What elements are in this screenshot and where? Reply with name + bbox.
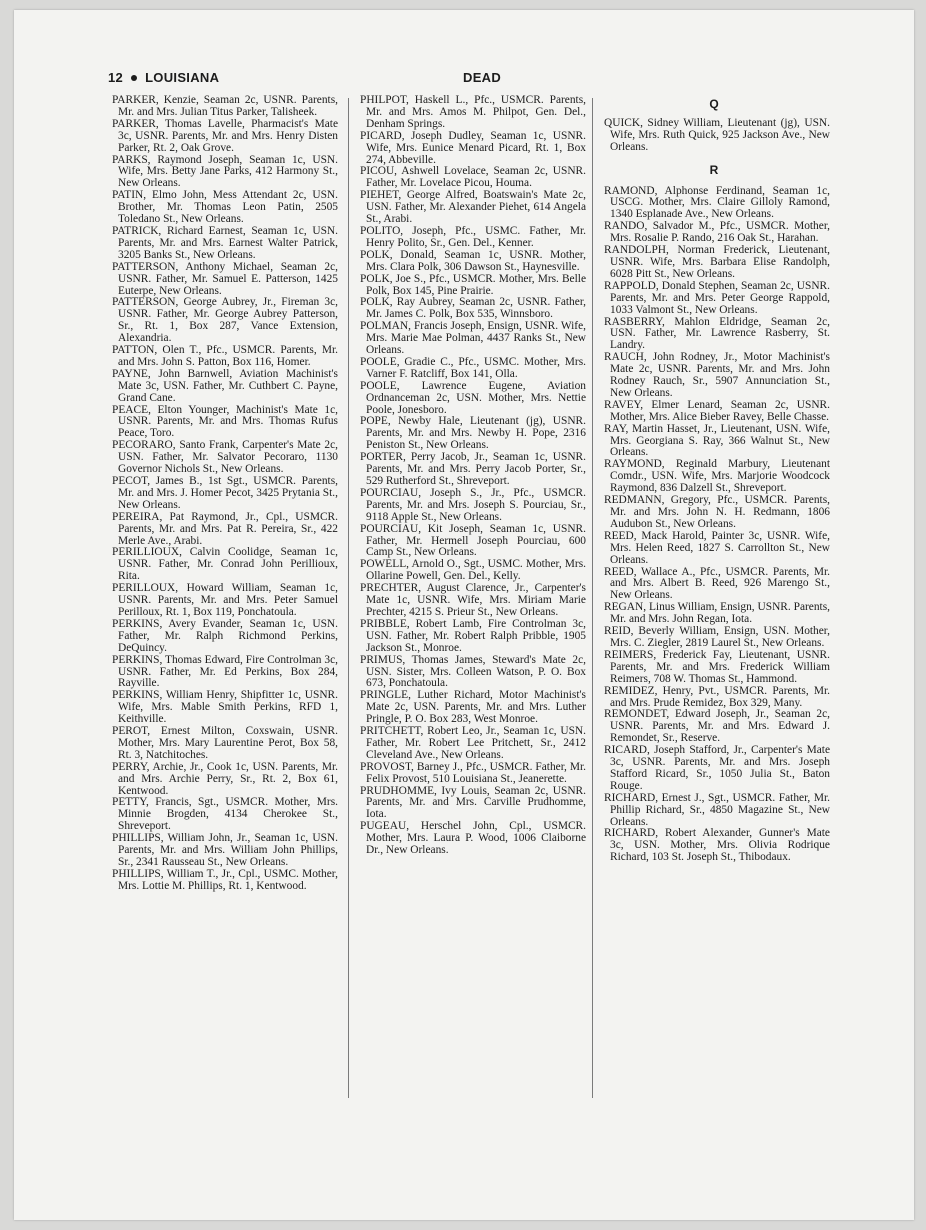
casualty-entry: PIEHET, George Alfred, Boatswain's Mate 2c, USN. Father, Mr. Alexander Piehet, 614 Angela St., Arabi. <box>360 189 586 226</box>
casualty-entry: RAMOND, Alphonse Ferdinand, Seaman 1c, USCG. Mother, Mrs. Claire Gilloly Ramond, 1340 Esplanade Ave., New Orleans. <box>604 184 830 221</box>
casualty-entry: PHILPOT, Haskell L., Pfc., USMCR. Parents, Mr. and Mrs. Amos M. Philpot, Gen. Del., Denham Springs. <box>360 94 586 130</box>
casualty-entry: RAY, Martin Hasset, Jr., Lieutenant, USN. Wife, Mrs. Georgiana S. Ray, 366 Walnut St., New Orleans. <box>604 422 830 459</box>
casualty-entry: RAVEY, Elmer Lenard, Seaman 2c, USNR. Mother, Mrs. Alice Bieber Ravey, Belle Chasse. <box>604 398 830 423</box>
letter-heading: Q <box>709 97 719 111</box>
letter-heading: R <box>709 162 719 177</box>
casualty-entry: PAYNE, John Barnwell, Aviation Machinist's Mate 3c, USN. Father, Mr. Cuthbert C. Payne, Grand Cane. <box>112 367 338 404</box>
casualty-entry: RICHARD, Ernest J., Sgt., USMCR. Father, Mr. Phillip Richard, Sr., 4850 Magazine St., New Orleans. <box>604 791 830 828</box>
casualty-entry: PERKINS, William Henry, Shipfitter 1c, USNR. Wife, Mrs. Mable Smith Perkins, RFD 1, Keithville. <box>112 689 338 726</box>
casualty-entry: POLMAN, Francis Joseph, Ensign, USNR. Wife, Mrs. Marie Mae Polman, 4437 Ranks St., New Orleans. <box>360 320 586 357</box>
casualty-entry: PEROT, Ernest Milton, Coxswain, USNR. Mother, Mrs. Mary Laurentine Perot, Box 58, Rt. 3, Natchitoches. <box>112 725 338 761</box>
casualty-entry: RAUCH, John Rodney, Jr., Motor Machinist's Mate 2c, USNR. Parents, Mr. and Mrs. John Rodney Rauch, Sr., 5907 Annunciation St., New Orleans. <box>604 351 830 399</box>
casualty-entry: REMIDEZ, Henry, Pvt., USMCR. Parents, Mr. and Mrs. Prude Remidez, Box 329, Many. <box>604 684 830 709</box>
running-head-left <box>108 70 219 85</box>
casualty-entry: PHILLIPS, William T., Jr., Cpl., USMC. Mother, Mrs. Lottie M. Phillips, Rt. 1, Kentwood. <box>112 867 338 892</box>
casualty-entry: REDMANN, Gregory, Pfc., USMCR. Parents, Mr. and Mrs. John N. H. Redmann, 1806 Audubon St., New Orleans. <box>604 494 830 530</box>
casualty-entry: RASBERRY, Mahlon Eldridge, Seaman 2c, USN. Father, Mr. Lawrence Rasberry, St. Landry. <box>604 315 830 352</box>
casualty-entry: PROVOST, Barney J., Pfc., USMCR. Father, Mr. Felix Provost, 510 Louisiana St., Jeanerette. <box>360 760 586 785</box>
casualty-entry: PEREIRA, Pat Raymond, Jr., Cpl., USMCR. Parents, Mr. and Mrs. Pat R. Pereira, Sr., 422 Merle Ave., Arabi. <box>112 510 338 547</box>
casualty-entry: PARKER, Thomas Lavelle, Pharmacist's Mate 3c, USNR. Parents, Mr. and Mrs. Henry Disten Parker, Rt. 2, Oak Grove. <box>112 117 338 154</box>
casualty-entry: PECORARO, Santo Frank, Carpenter's Mate 2c, USN. Father, Mr. Salvator Pecoraro, 1130 Governor Nichols St., New Orleans. <box>112 439 338 476</box>
casualty-entry: REIMERS, Frederick Fay, Lieutenant, USNR. Parents, Mr. and Mrs. Frederick William Reimers, 708 W. Thomas St., Hammond. <box>604 648 830 685</box>
running-head <box>108 70 858 90</box>
casualty-entry: PATTERSON, George Aubrey, Jr., Fireman 3c, USNR. Father, Mr. George Aubrey Patterson, Sr., Rt. 1, Box 287, Vance Extension, Alexandria. <box>112 296 338 345</box>
casualty-entry: PECOT, James B., 1st Sgt., USMCR. Parents, Mr. and Mrs. J. Homer Pecot, 3425 Prytania St., New Orleans. <box>112 475 338 511</box>
casualty-entry: RAPPOLD, Donald Stephen, Seaman 2c, USNR. Parents, Mr. and Mrs. Peter George Rappold, 1033 Valmont St., New Orleans. <box>604 279 830 316</box>
casualty-entry: POURCIAU, Kit Joseph, Seaman 1c, USNR. Father, Mr. Hermell Joseph Pourciau, 600 Camp St., New Orleans. <box>360 522 586 559</box>
casualty-entry: RICHARD, Robert Alexander, Gunner's Mate 3c, USN. Mother, Mrs. Olivia Rodrique Richard, 103 St. Joseph St., Thibodaux. <box>604 827 830 864</box>
casualty-entry: PORTER, Perry Jacob, Jr., Seaman 1c, USNR. Parents, Mr. and Mrs. Perry Jacob Porter, Sr., 529 Rutherford St., Shreveport. <box>360 451 586 487</box>
casualty-entry: REED, Mack Harold, Painter 3c, USNR. Wife, Mrs. Helen Reed, 1827 S. Carrollton St., New Orleans. <box>604 529 830 566</box>
casualty-entry: PARKS, Raymond Joseph, Seaman 1c, USN. Wife, Mrs. Betty Jane Parks, 412 Harmony St., New Orleans. <box>112 153 338 190</box>
casualty-entry: PATTON, Olen T., Pfc., USMCR. Parents, Mr. and Mrs. John S. Patton, Box 116, Homer. <box>112 344 338 368</box>
casualty-entry: PICARD, Joseph Dudley, Seaman 1c, USNR. Wife, Mrs. Eunice Menard Picard, Rt. 1, Box 274, Abbeville. <box>360 129 586 166</box>
column-rule <box>348 98 349 1098</box>
casualty-entry: POLK, Ray Aubrey, Seaman 2c, USNR. Father, Mr. James C. Polk, Box 535, Winnsboro. <box>360 296 586 321</box>
column-3 <box>598 95 830 864</box>
casualty-entry: PEACE, Elton Younger, Machinist's Mate 1c, USNR. Parents, Mr. and Mrs. Thomas Rufus Peace, Toro. <box>112 403 338 440</box>
casualty-entry: PUGEAU, Herschel John, Cpl., USMCR. Mother, Mrs. Laura P. Wood, 1006 Claiborne Dr., New Orleans. <box>360 820 586 857</box>
casualty-entry: PRECHTER, August Clarence, Jr., Carpenter's Mate 1c, USNR. Wife, Mrs. Miriam Marie Prechter, 4215 S. Prieur St., New Orleans. <box>360 582 586 618</box>
casualty-entry: PERRY, Archie, Jr., Cook 1c, USN. Parents, Mr. and Mrs. Archie Perry, Sr., Rt. 2, Box 61, Kentwood. <box>112 760 338 797</box>
casualty-entry: POWELL, Arnold O., Sgt., USMC. Mother, Mrs. Ollarine Powell, Gen. Del., Kelly. <box>360 558 586 583</box>
column-rule <box>592 98 593 1098</box>
casualty-entry: POOLE, Lawrence Eugene, Aviation Ordnanceman 2c, USN. Mother, Mrs. Nettie Poole, Jonesboro. <box>360 379 586 416</box>
casualty-entry: PRITCHETT, Robert Leo, Jr., Seaman 1c, USN. Father, Mr. Robert Lee Pritchett, Sr., 2412 Cleveland Ave., New Orleans. <box>360 725 586 761</box>
casualty-entry: POLITO, Joseph, Pfc., USMC. Father, Mr. Henry Polito, Sr., Gen. Del., Kenner. <box>360 224 586 249</box>
casualty-entry: RANDO, Salvador M., Pfc., USMCR. Mother, Mrs. Rosalie P. Rando, 216 Oak St., Harahan. <box>604 220 830 245</box>
casualty-entry: POPE, Newby Hale, Lieutenant (jg), USNR. Parents, Mr. and Mrs. Newby H. Pope, 2316 Peniston St., New Orleans. <box>360 415 586 452</box>
casualty-entry: PERKINS, Avery Evander, Seaman 1c, USN. Father, Mr. Ralph Richmond Perkins, DeQuincy. <box>112 617 338 654</box>
casualty-entry: POLK, Joe S., Pfc., USMCR. Mother, Mrs. Belle Polk, Box 145, Pine Prairie. <box>360 272 586 297</box>
casualty-entry: PETTY, Francis, Sgt., USMCR. Mother, Mrs. Minnie Brogden, 4134 Cherokee St., Shreveport. <box>112 796 338 833</box>
casualty-entry: REMONDET, Edward Joseph, Jr., Seaman 2c, USNR. Parents, Mr. and Mrs. Edward J. Remondet, Sr., Reserve. <box>604 708 830 745</box>
section-title: DEAD <box>463 70 502 85</box>
casualty-entry: PHILLIPS, William John, Jr., Seaman 1c, USN. Parents, Mr. and Mrs. William John Phillips, Sr., 2341 Rausseau St., New Orleans. <box>112 832 338 868</box>
column-2 <box>354 95 586 857</box>
casualty-entry: PRUDHOMME, Ivy Louis, Seaman 2c, USNR. Parents, Mr. and Mrs. Carville Prudhomme, Iota. <box>360 784 586 821</box>
casualty-entry: PATTERSON, Anthony Michael, Seaman 2c, USNR. Father, Mr. Samuel E. Patterson, 1425 Euterpe, New Orleans. <box>112 260 338 297</box>
casualty-entry: RANDOLPH, Norman Frederick, Lieutenant, USNR. Wife, Mrs. Barbara Elise Randolph, 6028 Pitt St., New Orleans. <box>604 244 830 280</box>
casualty-entry: PARKER, Kenzie, Seaman 2c, USNR. Parents, Mr. and Mrs. Julian Titus Parker, Talisheek. <box>112 94 338 118</box>
casualty-entry: POLK, Donald, Seaman 1c, USNR. Mother, Mrs. Clara Polk, 306 Dawson St., Haynesville. <box>360 248 586 273</box>
casualty-entry: PRIBBLE, Robert Lamb, Fire Controlman 3c, USN. Father, Mr. Robert Ralph Pribble, 1905 Jackson St., Monroe. <box>360 617 586 654</box>
casualty-entry: REID, Beverly William, Ensign, USN. Mother, Mrs. C. Ziegler, 2819 Laurel St., New Orleans. <box>604 625 830 649</box>
casualty-entry: RAYMOND, Reginald Marbury, Lieutenant Comdr., USN. Wife, Mrs. Marjorie Woodcock Raymond, 836 Dalzell St., Shreveport. <box>604 458 830 495</box>
page-number: 12 <box>108 70 124 85</box>
casualty-entry: PATIN, Elmo John, Mess Attendant 2c, USN. Brother, Mr. Thomas Leon Patin, 2505 Toledano St., New Orleans. <box>112 189 338 226</box>
casualty-entry: PERILLOUX, Howard William, Seaman 1c, USNR. Parents, Mr. and Mrs. Peter Samuel Perilloux, Rt. 1, Box 119, Ponchatoula. <box>112 582 338 618</box>
casualty-entry: PERKINS, Thomas Edward, Fire Controlman 3c, USNR. Father, Mr. Ed Perkins, Box 284, Rayville. <box>112 653 338 690</box>
casualty-entry: QUICK, Sidney William, Lieutenant (jg), USN. Wife, Mrs. Ruth Quick, 925 Jackson Ave., New Orleans. <box>604 116 830 153</box>
casualty-entry: RICARD, Joseph Stafford, Jr., Carpenter's Mate 3c, USNR. Parents, Mr. and Mrs. Joseph Stafford Ricard, Sr., 1050 Julia St., Baton Rouge. <box>604 744 830 792</box>
casualty-entry: REED, Wallace A., Pfc., USMCR. Parents, Mr. and Mrs. Albert B. Reed, 926 Marengo St., New Orleans. <box>604 565 830 602</box>
bullet-separator <box>131 75 137 81</box>
column-1 <box>106 95 338 893</box>
casualty-entry: PICOU, Ashwell Lovelace, Seaman 2c, USNR. Father, Mr. Lovelace Picou, Houma. <box>360 165 586 190</box>
casualty-entry: POOLE, Gradie C., Pfc., USMC. Mother, Mrs. Varner F. Ratcliff, Box 141, Olla. <box>360 355 586 380</box>
casualty-entry: PATRICK, Richard Earnest, Seaman 1c, USN. Parents, Mr. and Mrs. Earnest Walter Patrick, 3205 Banks St., New Orleans. <box>112 224 338 261</box>
casualty-entry: PRIMUS, Thomas James, Steward's Mate 2c, USN. Sister, Mrs. Colleen Watson, P. O. Box 673, Ponchatoula. <box>360 653 586 690</box>
casualty-entry: POURCIAU, Joseph S., Jr., Pfc., USMCR. Parents, Mr. and Mrs. Joseph S. Pourciau, Sr., 9118 Apple St., New Orleans. <box>360 486 586 523</box>
casualty-entry: PERILLIOUX, Calvin Coolidge, Seaman 1c, USNR. Father, Mr. Conrad John Perillioux, Rita. <box>112 546 338 583</box>
casualty-entry: REGAN, Linus William, Ensign, USNR. Parents, Mr. and Mrs. John Regan, Iota. <box>604 601 830 626</box>
casualty-entry: PRINGLE, Luther Richard, Motor Machinist's Mate 2c, USN. Parents, Mr. and Mrs. Luther Pringle, P. O. Box 283, West Monroe. <box>360 689 586 726</box>
state-title: LOUISIANA <box>145 70 220 85</box>
